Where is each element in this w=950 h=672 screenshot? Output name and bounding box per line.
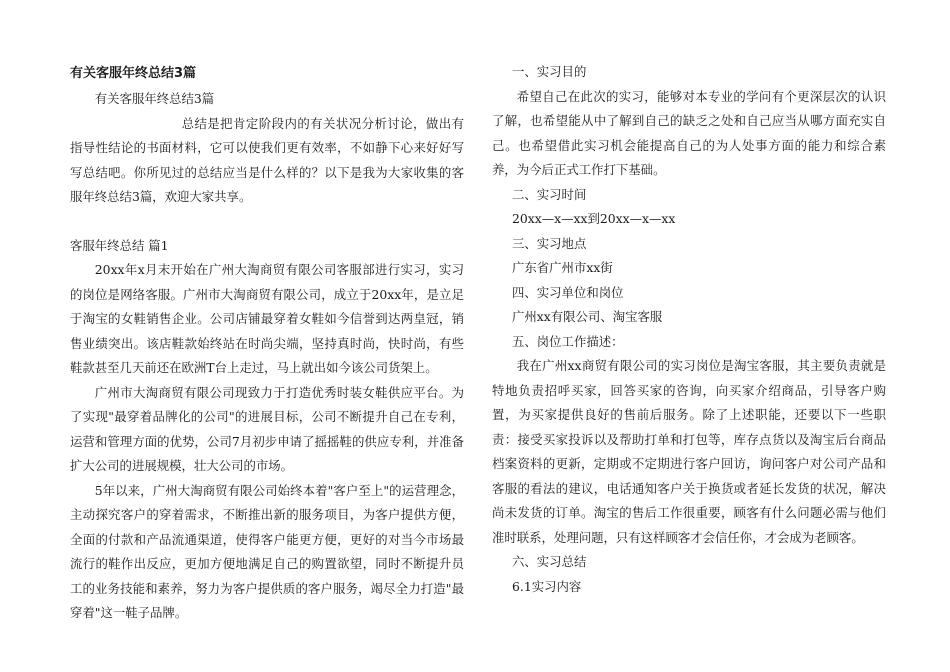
- heading-internship-content: 6.1实习内容: [512, 578, 582, 594]
- heading-internship-time: 二、实习时间: [512, 186, 587, 202]
- text-internship-unit: 广州xx有限公司、淘宝客服: [512, 309, 663, 324]
- body-paragraph-1: 20xx年x月末开始在广州大淘商贸有限公司客服部进行实习，实习的岗位是网络客服。广州市大淘商贸有限公司，成立于20xx年，是立足于淘宝的女鞋销售企业。公司店铺最穿着女鞋如今信誉到达两皇冠，销售业绩突出。该店鞋款始终站在时尚尖端，坚持真时尚，快时尚，有些鞋款甚至几天前还在欧洲T台上走过，马上就出如今该公司货架上。: [70, 262, 464, 375]
- spacer: [70, 210, 464, 234]
- left-column: [70, 60, 464, 626]
- heading-internship-purpose: 一、实习目的: [512, 64, 587, 79]
- document-subtitle: 有关客服年终总结3篇: [94, 91, 215, 106]
- paragraph-internship-purpose: 希望自己在此次的实习，能够对本专业的学问有个更深层次的认识了解，也希望能从中了解到自己的缺乏之处和自己应当从哪方面充实自己。也希望借此实习机会能提高自己的为人处事方面的能力和综合素养，为今后正式工作打下基础。: [492, 88, 886, 177]
- document-title: 有关客服年终总结3篇: [70, 66, 197, 81]
- body-paragraph-3: 5年以来，广州大淘商贸有限公司始终本着"客户至上"的运营理念，主动探究客户的穿着需求，不断推出新的服务项目，为客户提供方便，全面的付款和产品流通渠道，使得客户能更方便，更好的对当今市场最流行的鞋作出反应，更加方便地满足自己的购置欲望，同时不断提升员工的业务技能和素养，努力为客户提供质的客户服务，竭尽全力打造"最穿着"这一鞋子品牌。: [70, 482, 464, 620]
- heading-internship-summary: 六、实习总结: [512, 554, 587, 569]
- paragraph-job-description: 我在广州xx商贸有限公司的实习岗位是淘宝客服，其主要负责就是特地负责招呼买家，回答买家的咨询，向买家介绍商品，引导客户购置，为买家提供良好的售前后服务。除了上述职能，还要以下一些职责：接受买家投诉以及帮助打单和打包等，库存点货以及淘宝后台商品档案资料的更新，定期或不定期进行客户回访，询问客户对公司产品和客服的看法的建议，电话通知客户关于换货或者延长发货的状况，解决尚未发货的订单。淘宝的售后工作很重要，顾客有什么问题必需与他们准时联系，处理问题，只有这样顾客才会信任你，才会成为老顾客。: [492, 358, 886, 545]
- section-heading: 客服年终总结 篇1: [70, 237, 169, 253]
- heading-job-description: 五、岗位工作描述：: [512, 333, 624, 349]
- heading-internship-location: 三、实习地点: [512, 235, 587, 251]
- intro-paragraph: 总结是把肯定阶段内的有关状况分析讨论，做出有指导性结论的书面材料，它可以使我们更有效率，不如静下心来好好写写总结吧。你所见过的总结应当是什么样的？以下是我为大家收集的客服年终总结3篇，欢迎大家共享。: [70, 115, 464, 204]
- text-internship-location: 广东省广州市xx街: [512, 260, 613, 275]
- heading-internship-unit: 四、实习单位和岗位: [512, 284, 624, 300]
- text-internship-time: 20xx—x—xx到20xx—x—xx: [512, 211, 676, 226]
- body-paragraph-2: 广州市大淘商贸有限公司现致力于打造优秀时装女鞋供应平台。为了实现"最穿着品牌化的公司"的进展目标，公司不断提升自己在专利，运营和管理方面的优势，公司7月初步申请了摇摇鞋的供应专利，并准备扩大公司的进展规模，壮大公司的市场。: [70, 384, 464, 473]
- right-column: [492, 60, 886, 599]
